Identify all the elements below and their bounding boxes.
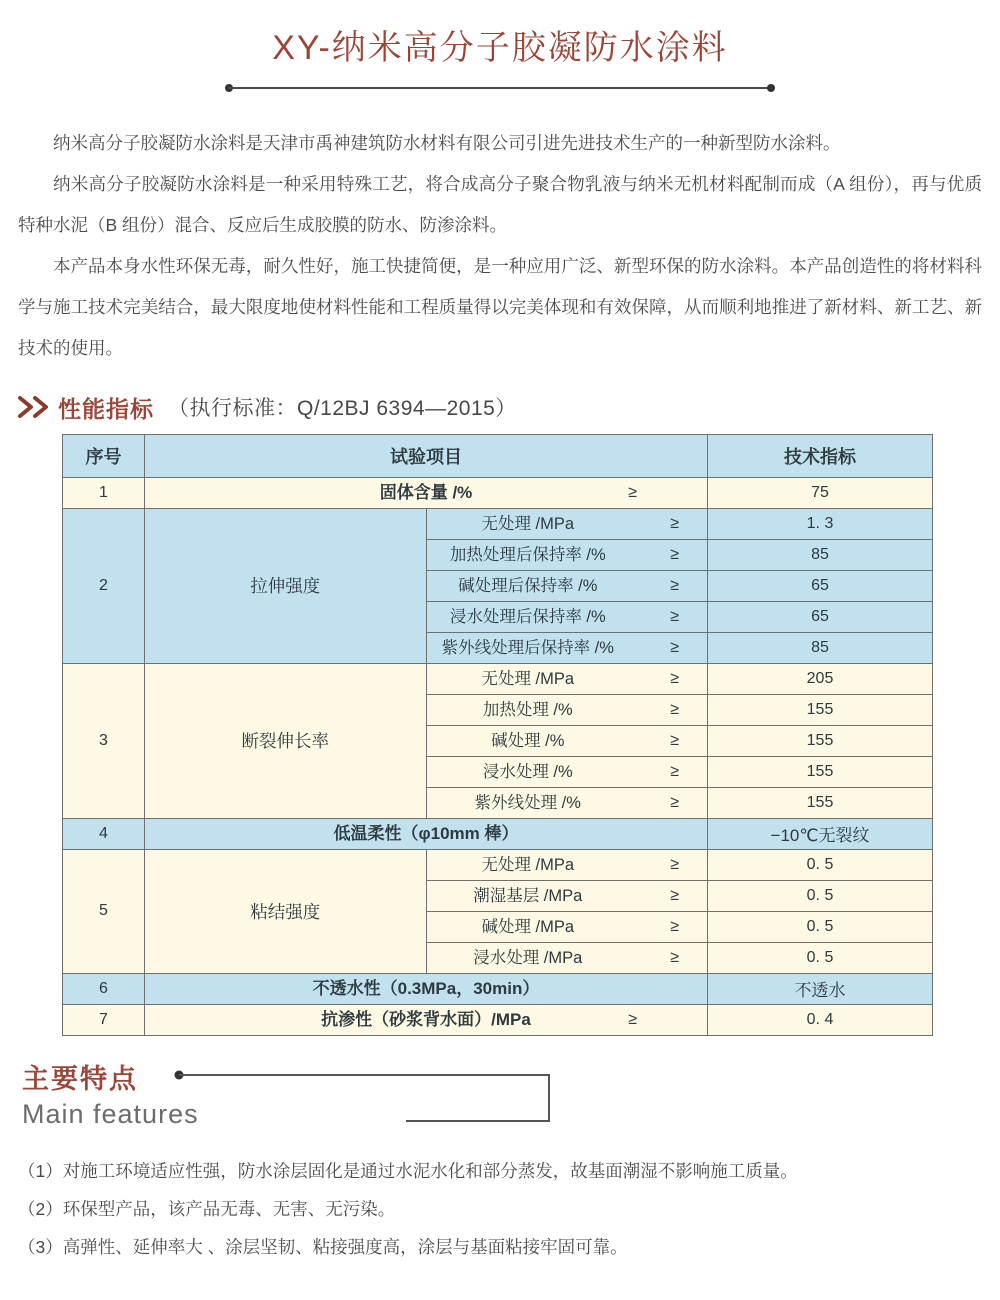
row-index: 2 [63, 508, 145, 663]
row-value: 155 [708, 756, 933, 787]
row-subitem: 无处理 /MPa ≥ [426, 663, 708, 694]
table-row [63, 663, 933, 694]
row-value: 85 [708, 539, 933, 570]
ge-symbol: ≥ [670, 917, 679, 935]
row-value: 65 [708, 570, 933, 601]
row-value: 205 [708, 663, 933, 694]
header-indicator: 技术指标 [708, 434, 933, 477]
row-item: 不透水性（0.3MPa，30min） [145, 973, 708, 1004]
row-subitem: 加热处理后保持率 /% ≥ [426, 539, 708, 570]
feature-item-2: （2）环保型产品，该产品无毒、无害、无污染。 [18, 1198, 396, 1219]
ge-symbol: ≥ [628, 483, 637, 501]
table-row [63, 973, 933, 1004]
section-standard: （执行标准：Q/12BJ 6394—2015） [168, 397, 517, 421]
row-group-label: 断裂伸长率 [145, 663, 427, 818]
page-title: XY-纳米高分子胶凝防水涂料 [272, 29, 728, 67]
feature-item-3: （3）高弹性、延伸率大 、涂层坚韧、粘接强度高，涂层与基面粘接牢固可靠。 [18, 1236, 628, 1257]
row-index: 3 [63, 663, 145, 818]
row-value: 65 [708, 601, 933, 632]
ge-symbol: ≥ [670, 669, 679, 687]
section-title: 性能指标 [58, 395, 154, 422]
spec-table-body [63, 477, 933, 1035]
feature-item-1: （1）对施工环境适应性强，防水涂层固化是通过水泥水化和部分蒸发，故基面潮湿不影响施工质量。 [18, 1160, 798, 1181]
row-value: 155 [708, 725, 933, 756]
features-list [18, 1152, 982, 1266]
ge-symbol: ≥ [670, 545, 679, 563]
intro-paragraph-2: 纳米高分子胶凝防水涂料是一种采用特殊工艺，将合成高分子聚合物乳液与纳米无机材料配制而成（A 组份），再与优质特种水泥（B 组份）混合、反应后生成胶膜的防水、防渗涂料。 [18, 173, 982, 235]
row-subitem: 无处理 /MPa ≥ [426, 849, 708, 880]
spec-table-wrapper [62, 434, 933, 1036]
row-value: 0. 5 [708, 911, 933, 942]
row-item: 抗渗性（砂浆背水面）/MPa ≥ [145, 1004, 708, 1035]
row-value: 0. 5 [708, 880, 933, 911]
row-value: −10℃无裂纹 [708, 818, 933, 849]
row-subitem: 紫外线处理 /% ≥ [426, 787, 708, 818]
ge-symbol: ≥ [670, 948, 679, 966]
title-divider [225, 83, 775, 93]
ge-symbol: ≥ [670, 514, 679, 532]
ge-symbol: ≥ [670, 762, 679, 780]
intro-paragraph-1: 纳米高分子胶凝防水涂料是天津市禹神建筑防水材料有限公司引进先进技术生产的一种新型防水涂料。 [53, 132, 841, 153]
features-heading-block [22, 1062, 1000, 1146]
row-value: 75 [708, 477, 933, 508]
row-index: 5 [63, 849, 145, 973]
ge-symbol: ≥ [670, 607, 679, 625]
table-row [63, 818, 933, 849]
row-subitem: 浸水处理 /MPa ≥ [426, 942, 708, 973]
title-block [0, 28, 1000, 93]
table-row [63, 508, 933, 539]
divider-bar [229, 87, 771, 89]
ge-symbol: ≥ [670, 576, 679, 594]
row-group-label: 拉伸强度 [145, 508, 427, 663]
performance-section-heading [16, 391, 1000, 424]
table-header-row [63, 434, 933, 477]
features-bracket-decoration [174, 1070, 554, 1126]
ge-symbol: ≥ [670, 793, 679, 811]
row-subitem: 浸水处理后保持率 /% ≥ [426, 601, 708, 632]
row-item: 固体含量 /% ≥ [145, 477, 708, 508]
row-value: 不透水 [708, 973, 933, 1004]
ge-symbol: ≥ [670, 638, 679, 656]
row-subitem: 碱处理后保持率 /% ≥ [426, 570, 708, 601]
double-chevron-right-icon [16, 393, 56, 421]
header-item: 试验项目 [145, 434, 708, 477]
row-index: 7 [63, 1004, 145, 1035]
ge-symbol: ≥ [670, 700, 679, 718]
table-row [63, 1004, 933, 1035]
row-value: 85 [708, 632, 933, 663]
row-value: 1. 3 [708, 508, 933, 539]
row-value: 0. 5 [708, 942, 933, 973]
spec-table [62, 434, 933, 1036]
row-subitem: 潮湿基层 /MPa ≥ [426, 880, 708, 911]
table-row [63, 849, 933, 880]
intro-paragraph-3: 本产品本身水性环保无毒，耐久性好，施工快捷简便，是一种应用广泛、新型环保的防水涂料。本产品创造性的将材料科学与施工技术完美结合，最大限度地使材料性能和工程质量得以完美体现和有效保障，从而顺利地推进了新材料、新工艺、新技术的使用。 [18, 255, 982, 358]
intro-paragraphs [18, 123, 982, 369]
ge-symbol: ≥ [670, 731, 679, 749]
row-item: 低温柔性（φ10mm 棒） [145, 818, 708, 849]
row-subitem: 浸水处理 /% ≥ [426, 756, 708, 787]
row-subitem: 碱处理 /MPa ≥ [426, 911, 708, 942]
ge-symbol: ≥ [628, 1010, 637, 1028]
table-row [63, 477, 933, 508]
row-subitem: 加热处理 /% ≥ [426, 694, 708, 725]
row-index: 6 [63, 973, 145, 1004]
row-index: 4 [63, 818, 145, 849]
features-heading-en: Main features [22, 1098, 199, 1129]
row-subitem: 紫外线处理后保持率 /% ≥ [426, 632, 708, 663]
row-group-label: 粘结强度 [145, 849, 427, 973]
ge-symbol: ≥ [670, 886, 679, 904]
row-index: 1 [63, 477, 145, 508]
divider-dot-right [767, 84, 775, 92]
row-value: 0. 5 [708, 849, 933, 880]
ge-symbol: ≥ [670, 855, 679, 873]
row-value: 155 [708, 694, 933, 725]
row-subitem: 无处理 /MPa ≥ [426, 508, 708, 539]
row-value: 155 [708, 787, 933, 818]
header-index: 序号 [63, 434, 145, 477]
features-heading-cn: 主要特点 [22, 1063, 138, 1094]
row-subitem: 碱处理 /% ≥ [426, 725, 708, 756]
row-value: 0. 4 [708, 1004, 933, 1035]
